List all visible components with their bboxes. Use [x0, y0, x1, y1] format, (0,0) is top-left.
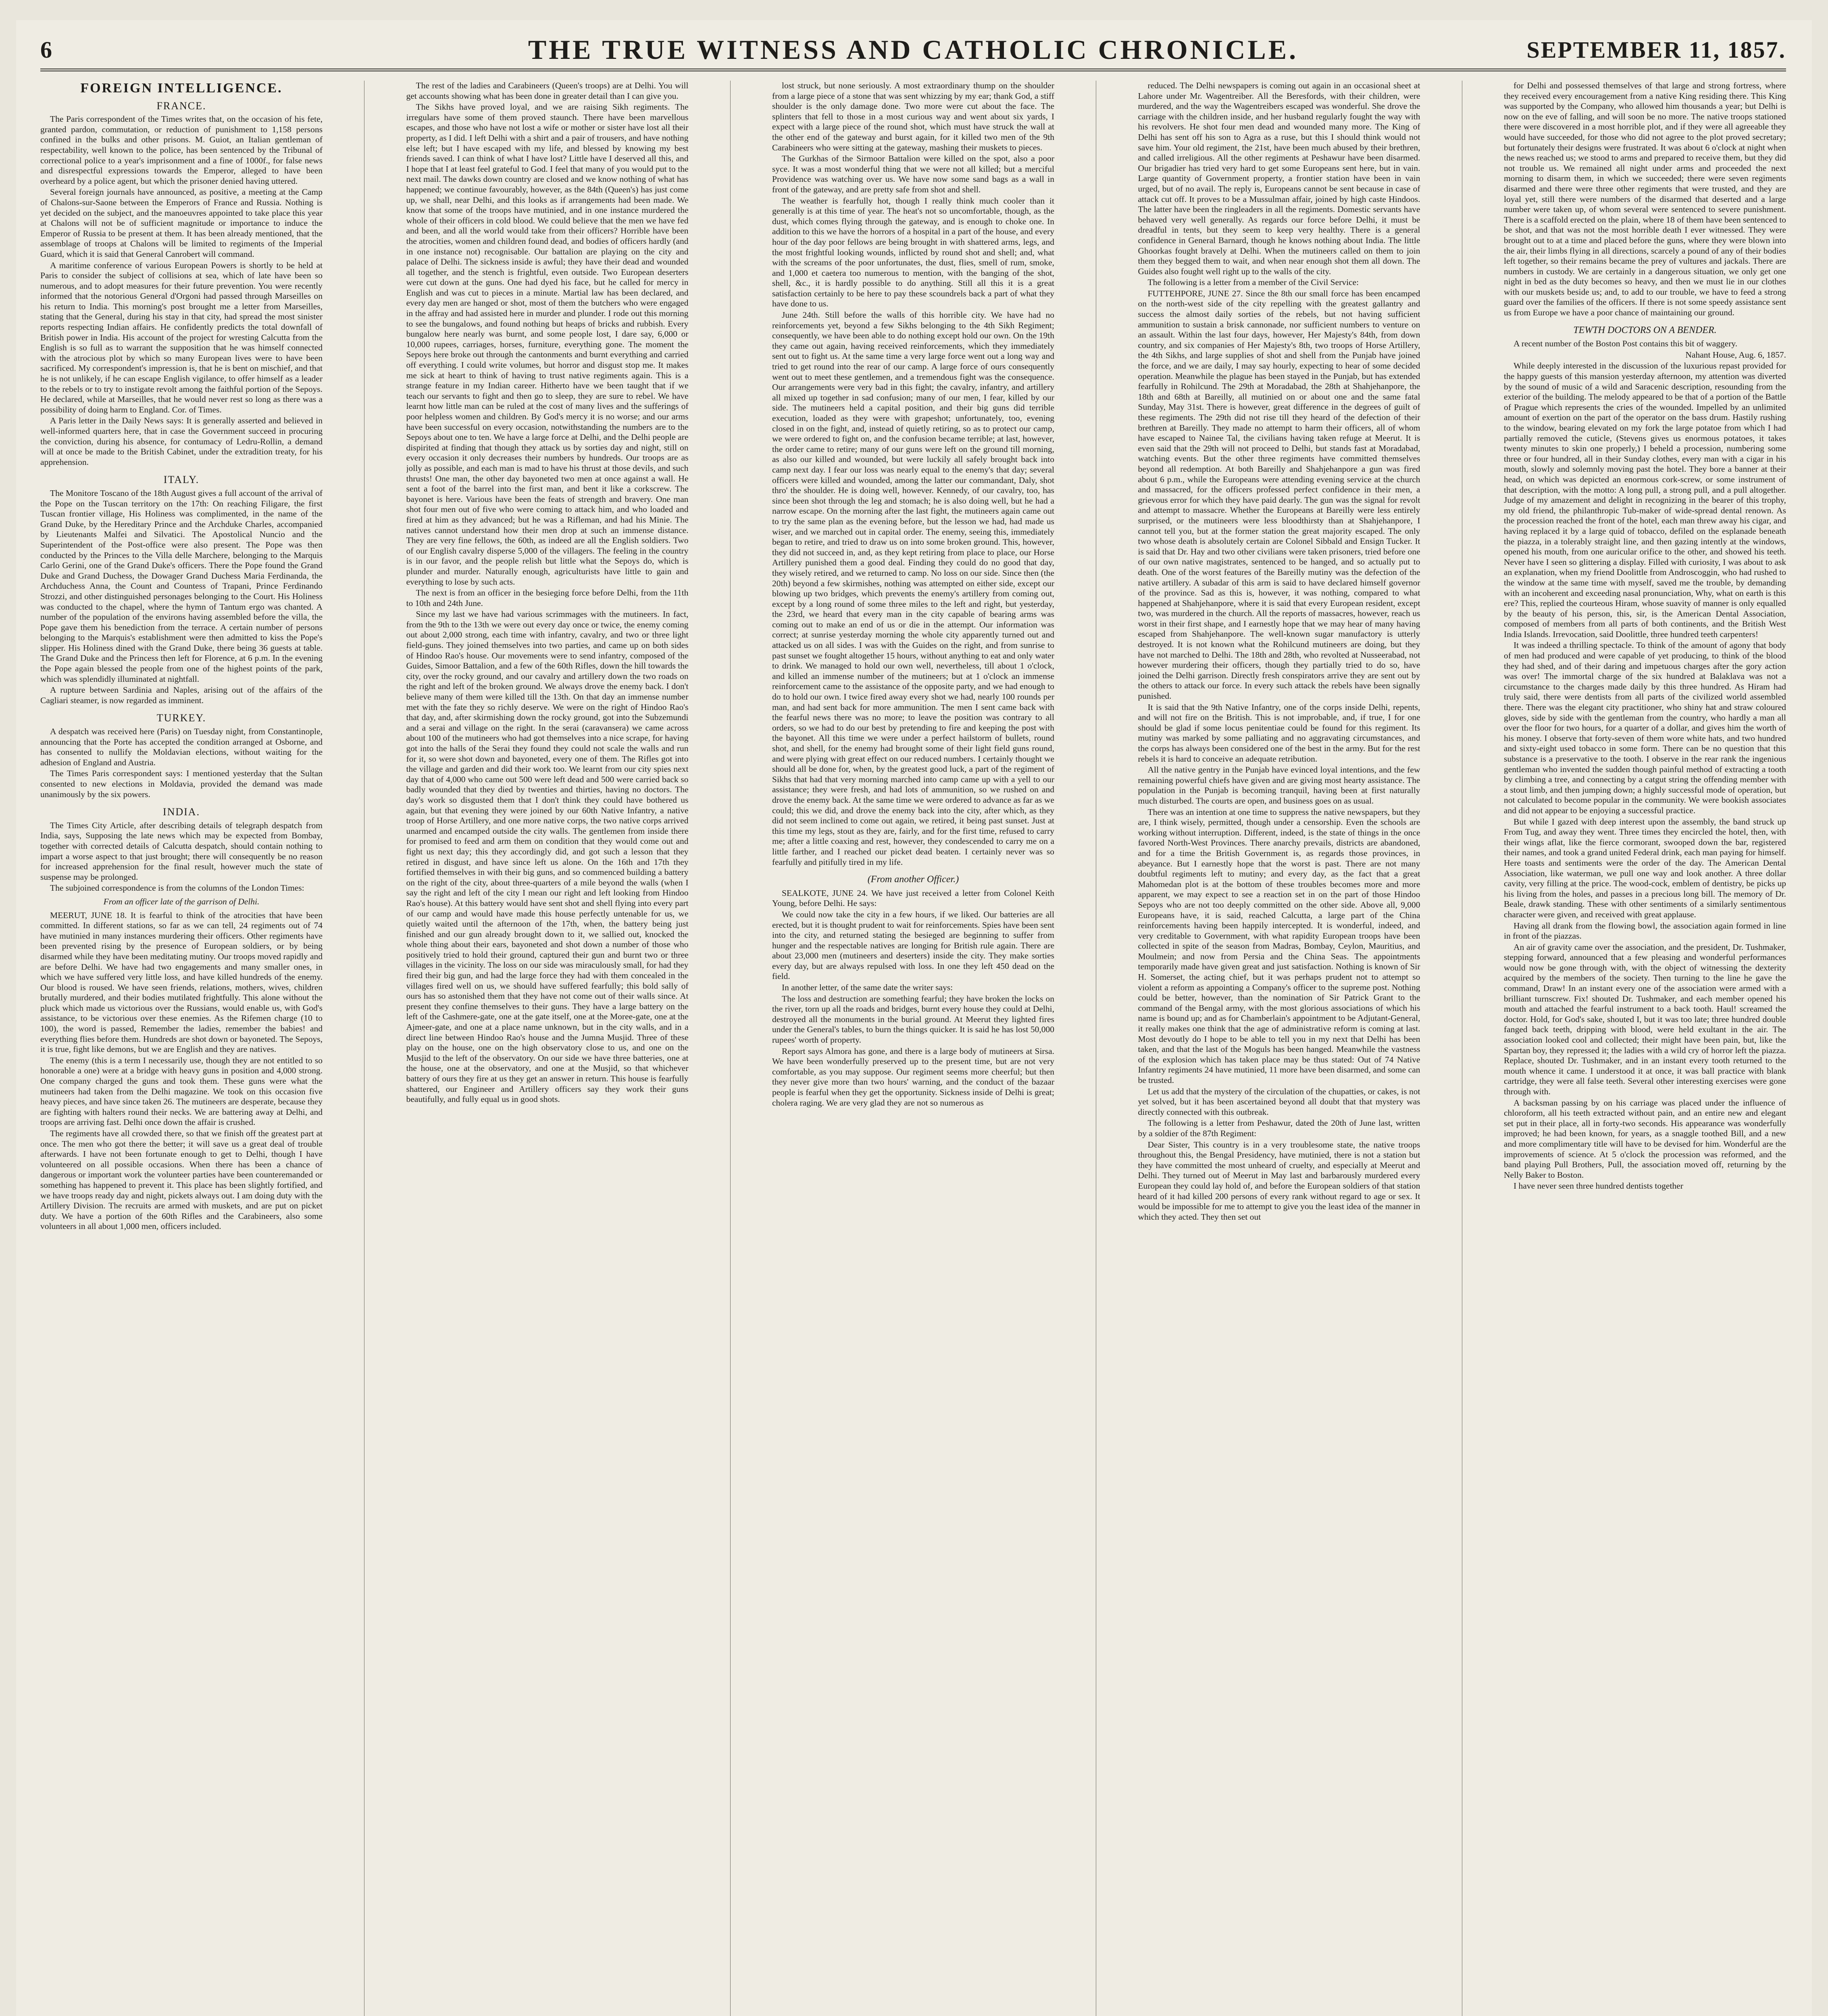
paragraph: The following is a letter from Peshawur, dated the 20th of June last, written by a soldier of the 87th Regiment: — [1138, 1118, 1420, 1138]
column-5 — [1504, 81, 1786, 2016]
column-rule — [730, 81, 731, 2016]
paragraph: The Gurkhas of the Sirmoor Battalion were killed on the spot, also a poor syce. It was a most wonderful thing that we were not all killed; but a merciful Providence was watching over us. We have now some sand bags as a wall in front of the gateway, and are pretty safe from shot and shell. — [772, 154, 1054, 194]
paragraph: The Times Paris correspondent says: I mentioned yesterday that the Sultan consented to new elections in Moldavia, provided the demand was made unanimously by the six powers. — [40, 768, 323, 799]
paragraph: I have never seen three hundred dentists together — [1514, 1181, 1683, 1191]
issue-date: SEPTEMBER 11, 1857. — [1526, 37, 1786, 63]
paragraph: Several foreign journals have announced, as positive, a meeting at the Camp of Chalons-sur-Saone between the Emperors of France and Russia. Nothing is yet decided on the subject, and the manoeuvres appointed to take place this year at Chalons will not be of sufficient magnitude or importance to induce the Emperor of Russia to be present at them. It has been already mentioned, that the assemblage of troops at Chalons will be limited to regiments of the Imperial Guard, which it is said that General Canrobert will command. — [40, 187, 323, 259]
paragraph: MEERUT, JUNE 18. It is fearful to think of the atrocities that have been committed. In different stations, so far as we can tell, 24 regiments out of 74 have mutinied in many instances murdering their officers. Other regiments have been prevented rising by the presence of European soldiers, or by being disarmed while they have been meditating mutiny. Our troops moved rapidly and are before Delhi. We have had two engagements and many smaller ones, in which we have suffered very little loss, and have killed hundreds of the enemy. Our blood is roused. We have seen friends, relations, mothers, wives, children brutally murdered, and their bodies mutilated frightfully. This alone without the pluck which made us victorious over the Russians, would enable us, with God's assistance, to be victorious over these enemies. As the Rifemen charge (10 to 100), the word is passed, Remember the ladies, remember the babies! and everything flies before them. Hundreds are shot down or bayoneted. The Sepoys, it is true, fight like demons, but we are English and they are natives. — [40, 910, 323, 1054]
newspaper-title: THE TRUE WITNESS AND CATHOLIC CHRONICLE. — [528, 34, 1299, 65]
paragraph: The subjoined correspondence is from the columns of the London Times: — [50, 883, 304, 893]
paragraph: SEALKOTE, JUNE 24. We have just received a letter from Colonel Keith Young, before Delhi. He says: — [772, 888, 1054, 908]
newspaper-page — [16, 20, 1812, 2016]
column-1 — [40, 81, 323, 2016]
paragraph: A rupture between Sardinia and Naples, arising out of the affairs of the Cagliari steamer, is now regarded as imminent. — [40, 685, 323, 705]
letter-attribution: (From another Officer.) — [867, 874, 959, 885]
paragraph: Report says Almora has gone, and there is a large body of mutineers at Sirsa. We have been wonderfully preserved up to the present time, but are not very comfortable, as you may suppose. Our regiment seems more cheerful; but then they never give more than two hours' warning, and the conduct of the bazaar people is fearful when they get the opportunity. Sickness inside of Delhi is great; cholera raging. We are very glad they are not so numerous as — [772, 1046, 1054, 1108]
paragraph: The regiments have all crowded there, so that we finish off the greatest part at once. The men who got there the better; it will save us a great deal of trouble afterwards. I have not been fortunate enough to get to Delhi, though I have volunteered on all possible occasions. When there has been a chance of dangerous or important work the volunteer parties have been counteremanded or something has happened to prevent it. This place has been slightly fortified, and we have troops ready day and night, pickets always out. I am doing duty with the Artillery Division. The recruits are armed with muskets, and are put on picket duty. We have a portion of the 60th Rifles and the Carabineers, also some volunteers in all about 1,000 men, officers included. — [40, 1129, 323, 1231]
paragraph: The weather is fearfully hot, though I really think much cooler than it generally is at this time of year. The heat's not so uncomfortable, though, as the dust, which comes flying through the gateway, and is enough to choke one. In addition to this we have the horrors of a hospital in a part of the house, and every hour of the day poor fellows are being brought in with shattered arms, legs, and the most frightful looking wounds, inflicted by round shot and shell; and, what with the screams of the poor unfortunates, the dust, flies, smell of rum, smoke, and 1,000 et caetera too numerous to mention, with the banging of the shot, shell, &c., it is hardly possible to do anything. Still all this it is a great satisfaction certainly to be here to pay these scoundrels back a part of what they have done to us. — [772, 196, 1054, 309]
paragraph: A backsman passing by on his carriage was placed under the influence of chloroform, all his teeth extracted without pain, and an entire new and elegant set put in their place, all in forty-two seconds. His appearance was wonderfully improved; he had been known, for years, as a snaggle toothed Bill, and a new and more complimentary title will have to be devised for him. Wonderful are the improvements of science. At 5 o'clock the procession was reformed, and the band playing Pull Brothers, Pull, the association moved off, returning by the Nelly Baker to Boston. — [1504, 1098, 1786, 1180]
column-2 — [406, 81, 689, 2016]
paragraph: Since my last we have had various scrimmages with the mutineers. In fact, from the 9th to the 13th we were out every day once or twice, the enemy coming out about 2,000 strong, each time with infantry, cavalry, and two or three light field-guns. They joined themselves into two parties, and came up on both sides of Hindoo Rao's house. Our movements were to send infantry, composed of the Guides, Simoor Battalion, and a few of the 60th Rifles, down the hill towards the city, over the rocky ground, and our cavalry and artillery down the two roads on the right and left of the broken ground. We always drove the enemy back. I don't believe many of them were killed till the 13th. On that day an immense number met with the fate they so richly deserve. We were on the right of Hindoo Rao's that day, and, after skirmishing down the rocky ground, got into the Subzemundi and a serai and village on the right. In the serai (caravansera) we came across about 100 of the mutineers who had got themselves into a nice scrape, for having got into the halls of the Serai they found they could not scale the walls and run for it, so were shot down and bayoneted, every one of them. The Rifles got into the village and garden and did their work too. We learnt from our city spies next day that of 4,000 who came out 500 were left dead and 500 were carried back so badly wounded that they died by twenties and thirties, having no doctors. The day's work so disgusted them that I don't think they could have bothered us again, but that evening they were joined by our 60th Native Infantry, a native troop of Horse Artillery, and one more native corps, the two native corps arrived unarmed and encamped outside the city walls. The gentlemen from inside there for promised to feed and arm them on condition that they would come out and fight us next day; this they accordingly did, and got such a lesson that they retired in disgust, and have since left us alone. On the 16th and 17th they fortified themselves in with their big guns, and so commenced building a battery on the right of the city, about three-quarters of a mile beyond the walls (when I say the right and left of the city I mean our right and left looking from Hindoo Rao's house). At this battery would have sent shot and shell flying into every part of our camp and would have made this house perfectly untenable for us, we quietly waited until the afternoon of the 17th, when, the battery being just finished and our gun already brought down to it, we sallied out, knocked the whole thing about their ears, bayoneted and shot down a number of those who positively tried to hold their ground, captured their gun and burnt two or three villages in the vicinity. The loss on our side was miraculously small, for had they fired their big gun, and had the large force they had with them concealed in the villages fired well on us, we should have suffered fearfully; this bold sally of ours has so astonished them that they have not come out of their walls since. At present they confine themselves to their guns. They have a large battery on the left of the Cashmere-gate, one at the gate itself, one at the Moree-gate, one at the Ajmeer-gate, and one at a place name unknown, but in the city walls, and in a direct line between Hindoo Rao's house and the Jumna Musjid. Three of these play on the house, one on the high observatory close to us, and one on the Musjid to the left of the observatory. On our side we have three batteries, one at the house, one at the observatory, and one at the Musjid, so that whichever battery of ours they fire at us they get an answer in return. This house is fearfully shattered, our Engineer and Artillery officers say they work their guns beautifully, and fully equal us in good shots. — [406, 609, 689, 1104]
paragraph: In another letter, of the same date the writer says: — [782, 983, 953, 993]
paragraph: The Paris correspondent of the Times writes that, on the occasion of his fete, granted pardon, commutation, or reduction of punishment to 1,158 persons confined in the bulks and other prisons. M. Guiot, an Italian gentleman of respectability, well known to the police, has been sentenced by the Tribunal of correctional police to a year's imprisonment and a fine of 1000f., for false news and disrespectful expressions towards the Emperor, alleged to have been overheard by a police agent, but which the prisoner denied having uttered. — [40, 114, 323, 186]
paragraph: The following is a letter from a member of the Civil Service: — [1147, 277, 1359, 287]
paragraph: for Delhi and possessed themselves of that large and strong fortress, where they received every encouragement from a native King residing there. This King was supported by the Company, who allowed him thousands a year; but Delhi is now on the eve of falling, and will soon be no more. The native troops stationed there were discovered in a most horrible plot, and if they were all agreeable they would have succeeded, for those who did not agree to the plot proved secretary; but fortunately their designs were frustrated. It was about 6 o'clock at night when the news reached us; we stood to arms and prepared to receive them, but they did not trouble us. We remained all night under arms and proceeded the next morning to disarm them, in which we succeeded; there were seven regiments disarmed and there were three other regiments that were trusted, and they are loyal yet, still there were numbers of the disarmed that deserted and a large number were taken up, of whom several were sentenced to severe punishment. There is a scaffold erected on the plain, where 18 of them have been sentenced to be shot, and that was not the most horrible death I ever witnessed. They were brought out to at a time and placed before the guns, where they were blown into the air, their limbs flying in all directions, scarcely a pound of any of their bodies left together, so their remains became the prey of vultures and jackals. There are numbers in custody. We are certainly in a dangerous situation, we only get one night in bed as the duty becomes so heavy, and then we must lie in our clothes with our muskets beside us; and, to add to our trouble, we have to feed a strong guard over the families of the officers. If there is not some speedy assistance sent us from Europe we have a poor chance of maintaining our ground. — [1504, 81, 1786, 318]
paragraph: There was an intention at one time to suppress the native newspapers, but they are, I think wisely, permitted, though under a censorship. Even the schools are working without interruption. Different, indeed, is the state of things in the once favored North-West Provinces. There anarchy prevails, districts are abandoned, and for a time the British Government is, as regards those provinces, in abeyance. But I earnestly hope that the worst is past. There are not many doubtful regiments left to mutiny; and every day, as the fact that a great Mahomedan plot is at the bottom of these troubles becomes more and more apparent, we may expect to see a reaction set in on the part of those Hindoo Sepoys who are not too deeply committed on the other side. Above all, 9,000 Europeans have, it is said, reached Calcutta, a large part of the China reinforcements having been happily intercepted. It is wonderful, indeed, and very creditable to Government, with what rapidity European troops have been collected in spite of the season from Madras, Bombay, Ceylon, Mauritius, and Moulmein; and now from Persia and the China Seas. The appointments temporarily made have given great and just satisfaction. Nothing is known of Sir H. Somerset, the acting chief, but it was perhaps prudent not to attempt so violent a reform as appointing a Company's officer to the supreme post. Nothing could be better, however, than the nomination of Sir Patrick Grant to the command of the Bengal army, with the most glorious associations of which his name is bound up; and as for Chamberlain's appointment to be Adjutant-General, it really makes one think that the age of administrative reform is coming at last. Most devoutly do I hope to be able to tell you in my next that Delhi has been taken, and that the last of the Moguls has been hanged. Meanwhile the vastness of the explosion which has taken place may be thus stated: Out of 74 Native Infantry regiments 24 have mutinied, 11 more have been disarmed, and some can be trusted. — [1138, 807, 1420, 1085]
paragraph: A despatch was received here (Paris) on Tuesday night, from Constantinople, announcing that the Porte has accepted the condition arranged at Osborne, and has consented to nullify the Moldavian elections, without waiting for the adhesion of England and Austria. — [40, 727, 323, 767]
paragraph: A recent number of the Boston Post contains this bit of waggery. — [1514, 339, 1738, 349]
france-heading: FRANCE. — [156, 100, 206, 112]
paragraph: We could now take the city in a few hours, if we liked. Our batteries are all erected, but it is thought prudent to wait for reinforcements. Spies have been sent into the city, and returned stating the besieged are beginning to suffer from hunger and the respectable natives are longing for British rule again. There are about 23,000 men (mutineers and deserters) inside the city. They make sorties every day, but are always repulsed with loss. In one they left 450 dead on the field. — [772, 909, 1054, 981]
paragraph: It was indeed a thrilling spectacle. To think of the amount of agony that body of men had produced and were capable of yet producing, to think of the blood they had shed, and of their daring and impetuous charges after the gory action was over! The immortal charge of the six hundred at Balaklava was not a circumstance to the charges made daily by this three hundred. As Hiram had truly said, there were dentists from all parts of the civilized world assembled there. There was the elegant city practitioner, who shiny hat and straw coloured gloves, side by side with the gentleman from the country, who hardly a man all over the floor for two hours, for a quarter of a dollar, and gives him the worth of his money. I observe that forty-seven of them wore white hats, and two hundred and sixty-eight used tobacco in some form. There can be no question that this substance is a preservative to the tooth. I observe in the rear rank the ingenious gentleman who invented the sudden though painful method of extracting a tooth by climbing a tree, and connecting by a catgut string the offending member with a stout limb, and then jumping down; a highly successful mode of operation, but not calculated to become popular in the community. We were bookish associates and did not appear to be enjoying a successful practice. — [1504, 640, 1786, 815]
paragraph: But while I gazed with deep interest upon the assembly, the band struck up From Tug, and away they went. Three times they encircled the hotel, then, with their wings aflat, like the fierce cormorant, swooped down the bar, registered their names, and took a grand united Federal drink, each man paying for himself. Here toasts and sentiments were the order of the day. The American Dental Association, like waterman, we pull one way and look another. A three dollar cavity, very filling at the price. The wood-cock, emblem of dentistry, be picks up his living from the holes, and passes in a precious long bill. The memory of Dr. Beale, drawk standing. These with other sentiments of a similarly sentimentous character were given, and received with great applause. — [1504, 816, 1786, 919]
paragraph: The enemy (this is a term I necessarily use, though they are not entitled to so honorable a one) were at a bridge with heavy guns in position and 4,000 strong. One company charged the guns and took them. These guns were what the mutineers had taken from the Delhi magazine. We took on this occasion five heavy pieces, and have since taken 26. The mutineers are desperate, because they are fighting with halters round their necks. We are battering away at Delhi, and troops are arriving fast. Delhi once down the affair is crushed. — [40, 1055, 323, 1127]
letter-attribution: From an officer late of the garrison of Delhi. — [103, 896, 260, 906]
article-heading: TEWTH DOCTORS ON A BENDER. — [1573, 325, 1717, 335]
paragraph: The Sikhs have proved loyal, and we are raising Sikh regiments. The irregulars have some of them proved staunch. There have been marvellous escapes, and those who have not lost a wife or mother or sister have lost all their property, as I did. I left Delhi with a shirt and a pair of trousers, and have nothing else left; but I have escaped with my life, and blessed by knowing my best friends saved. I can think of what I have lost? Little have I deserved all this, and I hope that I at least feel grateful to God. I feel that many of you would put to the next mail. The dawks down country are closed and we know nothing of what has happened; we continue favourably, however, as the 84th (Queen's) has just come up, we shall, near Delhi, and this looks as if arrangements had been made. We know that some of the troops have mutinied, and in one instance murdered the whole of their officers in cold blood. We could believe that the men we have fed and been, and all the world would take from their officers? Horrible have been the atrocities, women and children found dead, and bodies of officers hardly (and in one instance not) recognisable. Our battalion are playing on the city and palace of Delhi. The sickness inside is awful; they have their dead and wounded all together, and the stench is frightful, even outside. Two European deserters were cut down at the guns. One had dyed his face, but he called for mercy in English and was cut to pieces in a minute. Martial law has been declared, and every day men are hanged or shot, most of them the butchers who were engaged in the affray and had assisted here in murder and plunder. I rode out this morning to see the bungalows, and found nothing but heaps of bricks and rubbish. Every bungalow here nearly was burnt, and some people lost, I dare say, 6,000 or 10,000 rupees, carriages, horses, furniture, everything gone. The moment the Sepoys here broke out through the cantonments and burnt everything and carried off everything. I could write volumes, but horror and disgust stop me. It makes me sick at heart to think of having to trust native regiments again. This is a strange feature in my Indian career. Hitherto have we been taught that if we teach our servants to fight and then go to sleep, they are sure to rebel. We have learnt how little man can be ruled at the cost of many lives and the sufferings of poor helpless women and children. By God's mercy it is no worse; and our arms have been successful on every occasion, notwithstanding the numbers are to the Sepoys about one to ten. We have a large force at Delhi, and the Delhi people are dispirited at finding that though they attack us by sorties day and night, still on every occasion it only decreases their numbers by hundreds. Our troops are as jolly as possible, and each man is mad to have his thrust at those devils, and such thrusts! One man, the other day bayoneted two men at once against a wall. He sent a foot of the barrel into the first man, and bent it like a corkscrew. The bayonet is here. Various have been the feats of strength and bravery. One man shot four men out of five who were coming to attack him, and who loaded and fired at him as they advanced; but he was a Rifleman, and had his Minie. The natives cannot understand how their men drop at such an immense distance. They are very fine fellows, the 60th, as indeed are all the English soldiers. Two of our English cavalry disperse 5,000 of the villagers. The feeling in the country is in our favor, and the people relish but little what the Sepoys do, which is plunder and murder. Naturally enough, agriculturists have little to gain and everything to lose by such acts. — [406, 102, 689, 587]
paragraph: Having all drank from the flowing bowl, the association again formed in line in front of the piazzas. — [1504, 921, 1786, 941]
paragraph: The rest of the ladies and Carabineers (Queen's troops) are at Delhi. You will get accounts showing what has been done in greater detail than I can give you. — [406, 81, 689, 101]
india-heading: INDIA. — [162, 806, 200, 818]
paragraph: A Paris letter in the Daily News says: It is generally asserted and believed in well-informed quarters here, that in case the Government succeed in procuring the conviction, during his absence, for contumacy of Ledru-Rollin, a demand will at once be made to the British Cabinet, under the extradition treaty, for his apprehension. — [40, 416, 323, 467]
paragraph: Dear Sister, This country is in a very troublesome state, the native troops throughout this, the Bengal Presidency, have mutinied, there is not a station but they have committed the most unheard of cruelty, and especially at Meerut and Delhi. They turned out of Meerut in May last and barbarously murdered every European they could lay hold of, and before the European soldiers of that station heard of it had killed 200 persons of every rank without regard to age or sex. It would be impossible for me to attempt to give you the least idea of the manner in which they acted. They then set out — [1138, 1139, 1420, 1222]
page-number: 6 — [40, 37, 52, 63]
paragraph: The Monitore Toscano of the 18th August gives a full account of the arrival of the Pope on the Tuscan territory on the 17th: On reaching Filigare, the first Tuscan frontier village, His Holiness was complimented, in the name of the Grand Duke, by the Hereditary Prince and the Archduke Charles, accompanied by Lieutenants Malfei and Silvatici. The Apostolical Nuncio and the Superintendent of the Post-office were also present. The Pope was then conducted by the Princes to the Villa delle Marchere, belonging to the Marquis Carlo Gerini, one of the Grand Duke's officers. There the Pope found the Grand Duke and Grand Duchess, the Dowager Grand Duchess Maria Ferdinanda, the Archduchess Anna, the Count and Countess of Trapani, Prince Ferdinando Strozzi, and other distinguished personages belonging to the Court. His Holiness was conducted to the chapel, where the hymn of Tantum ergo was chanted. A number of the population of the environs having assembled before the villa, the Pope gave them his benediction from the terrace. A certain number of persons belonging to the Marquis's establishment were then admitted to kiss the Pope's slipper. His Holiness dined with the Grand Duke, there being 36 guests at table. The Grand Duke and the Princess then left for Florence, at 6 p.m. In the evening the Pope again blessed the people from one of the highest points of the park, which was splendidly illuminated at nightfall. — [40, 488, 323, 684]
paragraph: reduced. The Delhi newspapers is coming out again in an occasional sheet at Lahore under Mr. Wagentreiber. All the Beresfords, with their children, were murdered, and the way the Wagentreibers escaped was wonderful. She drove the carriage with the children inside, and her husband regularly fought the way with his revolvers. He shot four men dead and wounded many more. The King of Delhi has sent off his son to Agra as a ruse, but this I should think would not save him. Your old regiment, the 21st, have been much abused by their brethren, and called irreligious. All the other regiments at Peshawur have been disarmed. Our brigadier has tried very hard to get some Europeans sent here, but in vain. Large quantity of Government property, a frontier station have been in vain urged, but of no avail. The reply is, Europeans cannot be sent because in case of attack cut off. It proves to be a Mussulman affair, joined by high caste Hindoos. The latter have been the ringleaders in all the regiments. Domestic servants have behaved very well generally. As regards our force before Delhi, it must be dreadful in tents, but they seem to keep very healthy. There is a general confidence in General Barnard, though he knows nothing about India. The little Ghoorkas fought bravely at Delhi. When the mutineers called on them to join them they begged them to wait, and when near enough shot them all down. The Guides also fought well right up to the walls of the city. — [1138, 81, 1420, 276]
paragraph: An air of gravity came over the association, and the president, Dr. Tushmaker, stepping forward, announced that a few pleasing and wonderful performances would now be gone through with, with the object of witnessing the dexterity acquired by the members of the society. Then turning to the line he gave the command, Draw! In an instant every one of the association were armed with a brilliant turnscrew. Fix! shouted Dr. Tushmaker, and each member opened his mouth and attached the fearful instrument to a back tooth. Haul! screamed the doctor. Hold, for God's sake, shouted I, but it was too late; three hundred double fanged back teeth, dripping with blood, were held exultant in the air. The association looked cool and collected; their might have been pain, but, like the Spartan boy, they repressed it; the ladies with a wild cry of horror left the piazza. Replace, shouted Dr. Tushmaker, and in an instant every tooth returned to the mouth whence it came. I understood it at once, it was ball practice with blank cartridge, they were all false teeth. Several other interesting exercises were gone through with. — [1504, 942, 1786, 1096]
paragraph: All the native gentry in the Punjab have evinced loyal intentions, and the few remaining powerful chiefs have given and are giving most hearty assistance. The population in the Punjab is becoming tranquil, having been at first naturally much disturbed. The courts are open, and business goes on as usual. — [1138, 765, 1420, 806]
article-columns — [40, 81, 1786, 2016]
paragraph: The loss and destruction are something fearful; they have broken the locks on the river, torn up all the roads and bridges, burnt every house they could at Delhi, destroyed all the monuments in the burial ground. At Meerut they lighted fires under the General's tables, to burn the things quicker. It is said he has lost 50,000 rupees' worth of property. — [772, 993, 1054, 1045]
dateline: Nahant House, Aug. 6, 1857. — [1685, 350, 1786, 360]
paragraph: It is said that the 9th Native Infantry, one of the corps inside Delhi, repents, and will not fire on the British. This is not improbable, and, if true, I for one should be glad if some locus penitentiae could be found for this regiment. Its mutiny was marked by some palliating and no aggravating circumstances, and the corps has always been considered one of the best in the army. But for the rest rebels it is hard to conceive an adequate retribution. — [1138, 702, 1420, 764]
paragraph: The next is from an officer in the besieging force before Delhi, from the 11th to 10th and 24th June. — [406, 588, 689, 608]
paragraph: June 24th. Still before the walls of this horrible city. We have had no reinforcements yet, beyond a few Sikhs belonging to the 4th Sikh Regiment; consequently, we have been able to do nothing except hold our own. On the 19th they came out again, having received reinforcements, which they immediately sent out to fight us. At the same time a very large force went out a long way and tried to get round into the rear of our camp. A large force of ours consequently went out to meet these gentlemen, and a tremendous fight was the consequence. Our arrangements were very bad in this fight; the cavalry, infantry, and artillery all mixed up together in sad confusion; many of our men, I fear, killed by our side. The mutineers held a capital position, and their big guns did terrible execution, loaded as they were with grapeshot; unfortunately, too, evening closed in on the fight, and, instead of quietly retiring, so as to protect our camp, we were ordered to fight on, and the confusion became terrible; at last, however, the order came to retire; many of our guns were left on the ground till morning, as also our killed and wounded, but were luckily all safely brought back into camp next day. I fear our loss was nearly equal to the enemy's that day; several officers were killed and wounded, among the latter our commandant, Daly, shot thro' the shoulder. He is doing well, however. Kennedy, of our cavalry, too, has since been shot through the leg and stomach; he is also doing well, but he had a narrow escape. On the morning after the last fight, the mutineers again came out to try the same plan as the evening before, but the lesson we had, had made us wiser, and we marched out in capital order. The enemy, seeing this, immediately began to retire, and tried to draw us on into some broken ground. This, however, they did not succeed in, and, as they kept retiring from place to place, our Horse Artillery punished them a good deal. Finding they could do no good that day, they wisely retired, and we returned to camp. No loss on our side. Since then (the 20th) beyond a few skirmishes, nothing was attempted on either side, except our blowing up two bridges, which prevents the enemy's artillery from coming out, except by a long round of some three miles to the left and right, but yesterday, the 23rd, we heard that every man in the city capable of bearing arms was coming out to make an end of us or die in the attempt. Our information was correct; at sunrise yesterday morning the whole city apparently turned out and attacked us on all sides. I was with the Guides on the right, and from sunrise to past sunset we fought altogether 15 hours, without anything to eat and only water to drink. We managed to hold our own well, nevertheless, till about 1 o'clock, and killed an immense number of the mutineers; but at 1 o'clock an immense reinforcement came to the assistance of the opposite party, and we had enough to do to hold our own. I twice fired away every shot we had, nearly 100 rounds per man, and had sent back for more ammunition. The men I sent came back with the fearful news there was no more; to leave the position was contrary to all orders, so we had to do our best by pretending to fire and keeping the post with the bayonet. All this time we were under a perfect hailstorm of bullets, round shot, and shell, for the enemy had brought some of their light field guns round, and were plying with great effect on our reduced numbers. I certainly thought we should all be done for, when, by the greatest good luck, a part of the regiment of Sikhs that had that very morning marched into camp came up with a yell to our assistance; they were fresh, and had lots of ammunition, so we rushed on and drove the enemy back. At the same time we were ordered to advance as far as we could; this we did, and drove the enemy back into the city, after which, as they did not seem inclined to come out again, we retired, it being past sunset. Just at this time my legs, stout as they are, fairly, and for the first time, refused to carry me; after a little coaxing and rest, however, they condescended to carry me on a little farther, and I reached our picket dead beaten. I certainly never was so fearfully and pitifully tired in my life. — [772, 310, 1054, 867]
column-3 — [772, 81, 1054, 2016]
masthead — [40, 32, 1786, 71]
paragraph: A maritime conference of various European Powers is shortly to be held at Paris to consider the subject of collisions at sea, which of late have been so numerous, and to adopt measures for their future prevention. You were recently informed that the notorious General d'Orgoni had passed through Marseilles on his return to India. This morning's post brought me a letter from Marseilles, stating that the General, during his stay in that city, had spread the most sinister reports respecting Indian affairs. He confidently predicts the total downfall of British power in India. His account of the project for wresting Calcutta from the English is so full as to warrant the supposition that he was himself connected with the atrocious plot by which so many European lives were to have been sacrificed. My correspondent's impression is, that he is bent on mischief, and that he is not unlikely, if he can escape English vigilance, to offer himself as a leader to the rebels or to try to instigate revolt among the faithful portion of the Sepoys. He declared, while at Marseilles, that he would never rest so long as there was a possibility of doing harm to England. Cor. of Times. — [40, 260, 323, 414]
paragraph: lost struck, but none seriously. A most extraordinary thump on the shoulder from a large piece of a stone that was sent whizzing by my ear; thank God, a stiff shoulder is the only damage done. Two more were cut about the face. The splinters that fell to those in a most curious way and went about six yards, I expect with a large piece of the round shot, which must have struck the wall at the other end of the gateway and burst again, for it killed two men of the 9th Carabineers who were sitting at the gateway, mashing their muskets to pieces. — [772, 81, 1054, 152]
paragraph: The Times City Article, after describing details of telegraph despatch from India, says, Supposing the late news which may be expected from Bombay, together with corrected details of Calcutta despatch, should contain nothing to impart a worse aspect to that just brought; there will consequently be no reason for increased apprehension for the final result, however much the state of suspense may be prolonged. — [40, 820, 323, 882]
paragraph: While deeply interested in the discussion of the luxurious repast provided for the happy guests of this mansion yesterday afternoon, my attention was diverted by the sound of music of a wild and Saracenic description, resounding from the exterior of the building. The melody appeared to be that of a portion of the Battle of Prague which represents the cries of the wounded. Impelled by an unlimited amount of exertion on the part of the operator on the bass drum. Hastily rushing to the window, bearing elevated on my fork the large potatoe from which I had partially removed the cuticle, (Stevens gives us enormous potatoes, it takes twenty minutes to skin one properly,) I beheld a procession, numbering some three or four hundred, all in their Sunday clothes, every man with a cigar in his mouth, slowly and solemnly moving past the hotel. They bore a banner at their head, on which was depicted an enormous cork-screw, or some instrument of that description, with the motto: A long pull, a strong pull, and a pull altogether. Judge of my amazement and delight in recognizing in the bearer of this trophy, my old friend, the philanthropic Tub-maker of wide-spread dental renown. As the procession reached the front of the hotel, each man threw away his cigar, and having replaced it by a large quid of tobacco, defiled on the esplanade beneath the piazza, in a tolerably straight line, and then gazing intently at the windows, opened his mouth, from one auricular orifice to the other, and showed his teeth. Never have I seen so glittering a display. Filled with curiosity, I was about to ask an explanation, when my friend Doolittle from Androscoggin, who had rushed to the window at the same time with myself, saved me the trouble, by demanding with an incoherent and exceeding nasal pronunciation, Why, what on earth is this ere? This, replied the courteous Hiram, whose suavity of manner is only equalled by the beauty of his person, this, sir, is the American Dental Association, composed of members from all parts of both continents, and the British West India Islands. Irrevocation, said Doolittle, three hundred teeth carpenters! — [1504, 361, 1786, 639]
column-4 — [1138, 81, 1420, 2016]
section-heading: FOREIGN INTELLIGENCE. — [80, 81, 283, 96]
turkey-heading: TURKEY. — [156, 712, 206, 724]
paragraph: Let us add that the mystery of the circulation of the chupatties, or cakes, is not yet solved, but it has been ascertained beyond all doubt that that mystery was directly connected with this outbreak. — [1138, 1086, 1420, 1117]
paragraph: FUTTEHPORE, JUNE 27. Since the 8th our small force has been encamped on the north-west side of the city repelling with the greatest gallantry and success the almost daily sorties of the rebels, but not having sufficient ammunition to sustain a brisk cannonade, nor sufficient numbers to venture on an assault. Within the last four days, however, Her Majesty's 84th, from down country, and six companies of Her Majesty's 8th, two troops of Horse Artillery, the 4th Sikhs, and large supplies of shot and shell from the Punjab have joined the force, and we are daily, I may say hourly, expecting to hear of some decided operation. Meanwhile the plague has been stayed in the Punjab, but has extended fearfully in Rohilcund. The 29th at Moradabad, the 28th at Shahjehanpore, the 18th and 68th at Bareilly, all mutinied on or about one and the same fatal Sunday, May 31st. There is however, great difference in the degrees of guilt of these regiments. The 29th did not rise till they heard of the defection of their brethren at Bareilly. They made no attempt to harm their officers, all of whom have escaped to Nainee Tal, the civilians having taken refuge at Meerut. It is even said that the 29th will not proceed to Delhi, but stands fast at Moradabad, watching events. But the other three regiments have committed themselves beyond all redemption. At both Bareilly and Shahjehanpore a gun was fired about 6 p.m., while the Europeans were attending evening service at the church and massacred, for the officers professed perfect confidence in their men, a grievous error for which they have paid dearly. The gun was the signal for revolt and attempt to massacre. Whether the Europeans at Bareilly were less entirely surprised, or the mutineers were less bloodthirsty than at Shahjehanpore, I cannot tell you, but at the former station the great majority escaped. The only two whose death is absolutely certain are Colonel Sibbald and Ensign Tucker. It is said that Dr. Hay and two other civilians were taken prisoners, tried before one of our own native magistrates, sentenced to be hanged, and so actually put to death. One of the worst features of the Bareilly mutiny was the defection of the native artillery. A subadar of this arm is said to have declared himself governor of the province. Sad as this is, however, it was nothing, compared to what happened at Shahjehanpore, where it is said that every European resident, except two, was murdered in the church. All the reports of massacres, however, reach us worst in their first shape, and I earnestly hope that we may hear of many having escaped from Shahjehanpore. The well-known sugar manufactory is utterly destroyed. It is not known what the Rohilcund mutineers are doing, but they have not marched to Delhi. The 18th and 28th, who revolted at Nusseerabad, not however murdering their officers, though they partially tried to do so, have joined the Delhi garrison. Directly fresh conspirators arrive they are sent out by the others to attack our force. In every such attack the rebels have been signally punished. — [1138, 288, 1420, 701]
italy-heading: ITALY. — [163, 474, 200, 486]
